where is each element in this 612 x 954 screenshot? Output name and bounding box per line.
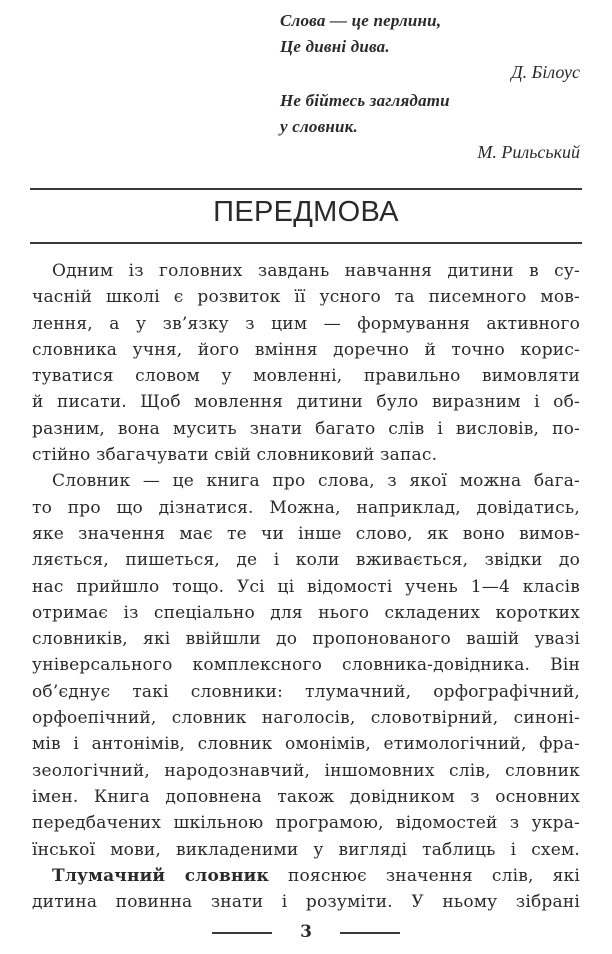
footer-dash-left: [212, 932, 272, 934]
text-line: орфоепічний, словник наголосів, словотвірний, синоні-: [32, 708, 580, 729]
page-number: 3: [300, 922, 312, 942]
text-line: [32, 863, 580, 889]
page-title: ПЕРЕДМОВА: [213, 196, 399, 228]
text-line: нас прийшло тощо. Усі ці відомості учень 1—4 класів: [32, 576, 580, 597]
text-line: об’єднує такі словники: тлумачний, орфографічний,: [32, 681, 580, 702]
text-line: й писати. Щоб мовлення дитини було виразним і об-: [32, 392, 580, 413]
epigraph-author: М. Рильський: [477, 141, 580, 162]
epigraph-rylsky: [280, 88, 580, 163]
text-line: ляється, пишеться, де і коли вживається, звідки до: [32, 550, 580, 571]
text-line: дитина повинна знати і розуміти. У ньому зібрані: [32, 892, 580, 913]
footer-dash-right: [340, 932, 400, 934]
title-rule-top: [30, 188, 582, 190]
text-line: то про що дізнатися. Можна, наприклад, довідатись,: [32, 497, 580, 518]
title-rule-bottom: [30, 242, 582, 244]
text-line: Одним із головних завдань навчання дитини в су-: [52, 261, 580, 281]
epigraph-belous: [280, 8, 580, 83]
text-line: їнської мови, викладеними у вигляді таблиць і схем.: [32, 839, 580, 860]
epigraph-line: Слова — це перлини,: [280, 11, 442, 30]
text-line: словника учня, його вміння доречно й точно корис-: [32, 339, 580, 360]
text-line: стійно збагачувати свій словниковий запас.: [32, 445, 438, 466]
text-line: туватися словом у мовленні, правильно вимовляти: [32, 366, 580, 387]
text-line: мів і антонімів, словник омонімів, етимологічний, фра-: [32, 734, 580, 755]
text-line: разним, вона мусить знати багато слів і висловів, по-: [32, 418, 580, 439]
epigraph-line: Це дивні дива.: [280, 37, 390, 57]
text-line: імен. Книга доповнена також довідником з основних: [32, 786, 580, 807]
term-tlumachnyi-slovnyk: Тлумачний словник: [52, 865, 269, 886]
page-footer: [0, 922, 612, 942]
text-line: передбачених шкільною програмою, відомостей з укра-: [32, 813, 580, 834]
text-line: часній школі є розвиток її усного та писемного мов-: [32, 287, 580, 308]
epigraph-line: у словник.: [280, 117, 358, 137]
text-line: отримає із спеціально для нього складених коротких: [32, 602, 580, 623]
text-line: універсального комплексного словника-довідника. Він: [32, 655, 580, 676]
text-line: зеологічний, народознавчий, іншомовних слів, словник: [32, 760, 580, 781]
text-line: яке значення має те чи інше слово, як воно вимов-: [32, 523, 580, 544]
text-fragment: пояснює значення слів, які: [268, 865, 580, 886]
preface-text: [32, 258, 580, 915]
epigraph-author: Д. Білоус: [511, 61, 580, 82]
text-line: словників, які ввійшли до пропонованого вашій увазі: [32, 629, 580, 650]
epigraph-line: Не бійтесь заглядати: [280, 91, 450, 110]
text-line: лення, а у зв’язку з цим — формування активного: [32, 313, 580, 334]
text-line: Словник — це книга про слова, з якої можна бага-: [52, 471, 580, 492]
